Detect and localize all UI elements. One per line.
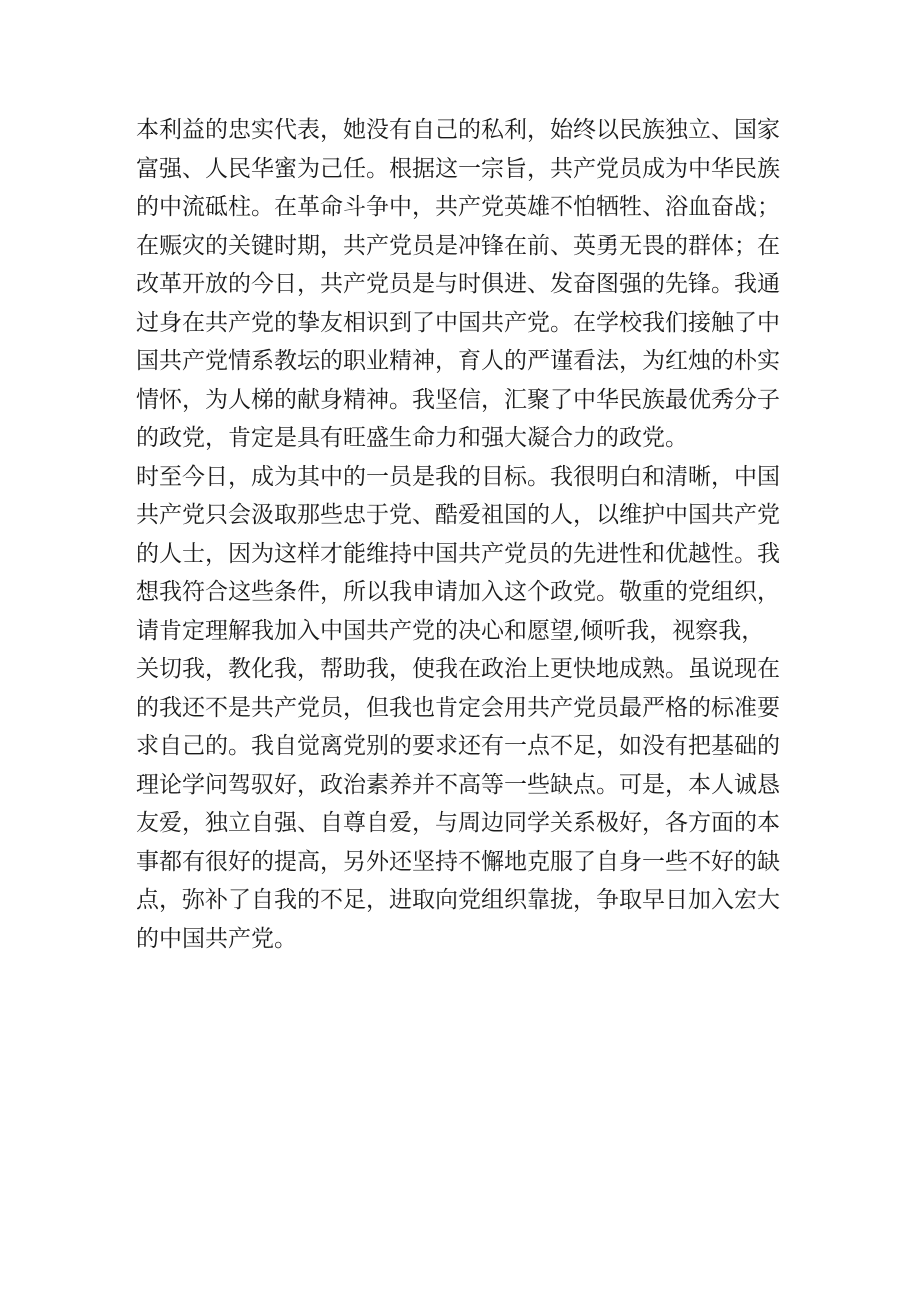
- text-line: 事都有很好的提高，另外还坚持不懈地克服了自身一些不好的缺: [136, 848, 780, 875]
- text-line: 在赈灾的关键时期，共产党员是冲锋在前、英勇无畏的群体；在: [136, 232, 780, 259]
- text-line: 求自己的。我自觉离党别的要求还有一点不足，如没有把基础的: [136, 733, 780, 759]
- text-line: 富强、人民华蜜为己任。根据这一宗旨，共产党员成为中华民族: [136, 155, 780, 182]
- text-line: 情怀，为人梯的献身精神。我坚信，汇聚了中华民族最优秀分子: [136, 386, 780, 413]
- text-line: 改革开放的今日，共产党员是与时俱进、发奋图强的先锋。我通: [136, 271, 780, 297]
- text-line: 共产党只会汲取那些忠于党、酷爱祖国的人，以维护中国共产党: [136, 502, 780, 528]
- text-line: 请肯定理解我加入中国共产党的决心和愿望,倾听我，视察我，: [136, 617, 765, 644]
- text-line: 的中流砥柱。在革命斗争中，共产党英雄不怕牺牲、浴血奋战；: [136, 194, 780, 220]
- text-line: 友爱，独立自强、自尊自爱，与周边同学关系极好，各方面的本: [136, 810, 780, 836]
- text-line: 的中国共产党。: [136, 925, 297, 952]
- text-line: 时至今日，成为其中的一员是我的目标。我很明白和清晰，中国: [136, 463, 780, 490]
- text-line: 过身在共产党的挚友相识到了中国共产党。在学校我们接触了中: [136, 309, 780, 336]
- text-line: 本利益的忠实代表，她没有自己的私利，始终以民族独立、国家: [136, 117, 780, 143]
- text-line: 理论学问驾驭好，政治素养并不高等一些缺点。可是，本人诚恳: [136, 771, 780, 798]
- text-line: 关切我，教化我，帮助我，使我在政治上更快地成熟。虽说现在: [136, 656, 780, 682]
- text-line: 的我还不是共产党员，但我也肯定会用共产党员最严格的标准要: [136, 694, 780, 721]
- body-text: [136, 111, 796, 958]
- text-line: 的政党，肯定是具有旺盛生命力和强大凝合力的政党。: [136, 425, 688, 451]
- text-line: 的人士，因为这样才能维持中国共产党员的先进性和优越性。我: [136, 540, 780, 567]
- text-line: 国共产党情系教坛的职业精神，育人的严谨看法，为红烛的朴实: [136, 348, 780, 374]
- text-line: 点，弥补了自我的不足，进取向党组织靠拢，争取早日加入宏大: [136, 887, 780, 913]
- text-line: 想我符合这些条件，所以我申请加入这个政党。敬重的党组织，: [136, 579, 780, 605]
